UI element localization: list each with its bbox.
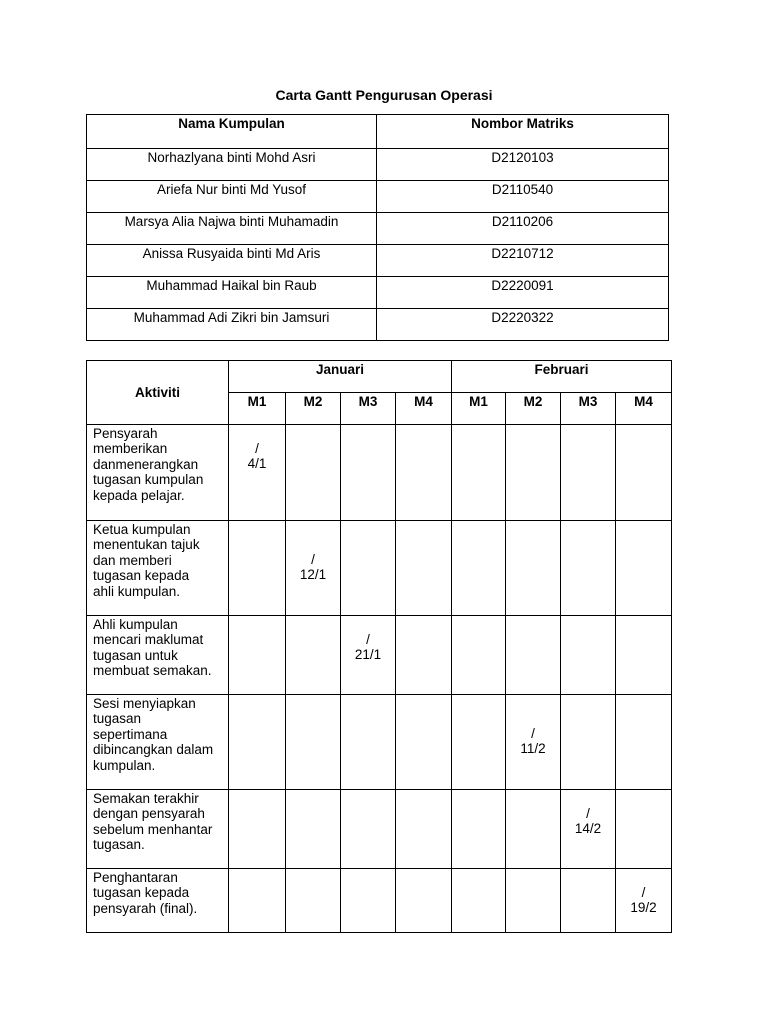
week-cell	[561, 869, 616, 933]
member-name: Norhazlyana binti Mohd Asri	[87, 149, 377, 181]
completion-mark: / 4/1	[247, 441, 267, 472]
activity-description: Sesi menyiapkan tugasan sepertimana dibincangkan dalam kumpulan.	[87, 695, 229, 790]
week-cell	[506, 869, 561, 933]
week-cell	[341, 790, 396, 869]
week-cell	[452, 869, 506, 933]
activity-row	[87, 425, 672, 521]
gantt-table	[86, 360, 672, 933]
week-cell	[286, 869, 341, 933]
week-cell	[506, 790, 561, 869]
week-cell	[396, 695, 452, 790]
week-cell	[341, 869, 396, 933]
name-column-header: Nama Kumpulan	[87, 115, 377, 149]
week-cell	[341, 695, 396, 790]
week-cell	[286, 616, 341, 695]
week-header: M3	[341, 393, 396, 425]
week-cell	[616, 425, 672, 521]
week-cell	[616, 790, 672, 869]
week-cell	[229, 521, 286, 616]
activity-description: Pensyarah memberikan danmenerangkan tugasan kumpulan kepada pelajar.	[87, 425, 229, 521]
week-cell	[341, 521, 396, 616]
activity-description: Penghantaran tugasan kepada pensyarah (final).	[87, 869, 229, 933]
week-cell	[506, 521, 561, 616]
week-cell	[341, 616, 396, 695]
document-title: Carta Gantt Pengurusan Operasi	[275, 87, 493, 103]
completion-mark: / 12/1	[299, 552, 327, 583]
member-name: Anissa Rusyaida binti Md Aris	[87, 245, 377, 277]
activity-row	[87, 695, 672, 790]
week-cell	[229, 425, 286, 521]
week-header: M2	[286, 393, 341, 425]
completion-mark: / 14/2	[574, 806, 602, 837]
activity-row	[87, 521, 672, 616]
member-name: Muhammad Adi Zikri bin Jamsuri	[87, 309, 377, 341]
week-cell	[452, 616, 506, 695]
week-cell	[452, 521, 506, 616]
week-header: M4	[396, 393, 452, 425]
completion-mark: / 11/2	[520, 726, 546, 757]
member-matric: D2220322	[377, 309, 669, 341]
week-cell	[286, 695, 341, 790]
week-cell	[396, 790, 452, 869]
week-header: M2	[506, 393, 561, 425]
activity-row	[87, 616, 672, 695]
week-cell	[286, 790, 341, 869]
member-name: Muhammad Haikal bin Raub	[87, 277, 377, 309]
week-cell	[561, 790, 616, 869]
completion-mark: / 19/2	[630, 885, 657, 916]
week-cell	[561, 425, 616, 521]
activity-description: Ketua kumpulan menentukan tajuk dan memberi tugasan kepada ahli kumpulan.	[87, 521, 229, 616]
week-cell	[506, 616, 561, 695]
member-row	[87, 277, 669, 309]
month-header-januari: Januari	[229, 361, 452, 393]
member-matric: D2120103	[377, 149, 669, 181]
week-cell	[452, 425, 506, 521]
week-cell	[229, 790, 286, 869]
member-matric: D2210712	[377, 245, 669, 277]
month-header-februari: Februari	[452, 361, 672, 393]
week-cell	[341, 425, 396, 521]
week-cell	[396, 616, 452, 695]
week-cell	[229, 616, 286, 695]
week-cell	[396, 869, 452, 933]
week-cell	[616, 695, 672, 790]
matric-column-header: Nombor Matriks	[377, 115, 669, 149]
member-matric: D2110540	[377, 181, 669, 213]
week-cell	[452, 790, 506, 869]
week-cell	[561, 695, 616, 790]
completion-mark: / 21/1	[354, 632, 382, 663]
week-cell	[506, 425, 561, 521]
week-cell	[561, 521, 616, 616]
member-table-header	[87, 115, 669, 149]
week-cell	[286, 425, 341, 521]
activity-row	[87, 869, 672, 933]
member-row	[87, 181, 669, 213]
week-cell	[396, 425, 452, 521]
week-cell	[506, 695, 561, 790]
week-header: M4	[616, 393, 672, 425]
member-row	[87, 309, 669, 341]
week-cell	[616, 521, 672, 616]
week-cell	[561, 616, 616, 695]
week-header: M1	[452, 393, 506, 425]
week-cell	[616, 869, 672, 933]
member-matric: D2110206	[377, 213, 669, 245]
week-cell	[229, 869, 286, 933]
week-cell	[286, 521, 341, 616]
activity-row	[87, 790, 672, 869]
week-header: M1	[229, 393, 286, 425]
member-table	[86, 114, 669, 341]
activity-description: Semakan terakhir dengan pensyarah sebelum menhantar tugasan.	[87, 790, 229, 869]
week-cell	[616, 616, 672, 695]
member-row	[87, 213, 669, 245]
week-cell	[229, 695, 286, 790]
activity-column-header: Aktiviti	[87, 361, 229, 425]
week-cell	[396, 521, 452, 616]
week-cell	[452, 695, 506, 790]
member-row	[87, 245, 669, 277]
member-name: Marsya Alia Najwa binti Muhamadin	[87, 213, 377, 245]
activity-description: Ahli kumpulan mencari maklumat tugasan untuk membuat semakan.	[87, 616, 229, 695]
member-matric: D2220091	[377, 277, 669, 309]
week-header: M3	[561, 393, 616, 425]
member-name: Ariefa Nur binti Md Yusof	[87, 181, 377, 213]
member-row	[87, 149, 669, 181]
